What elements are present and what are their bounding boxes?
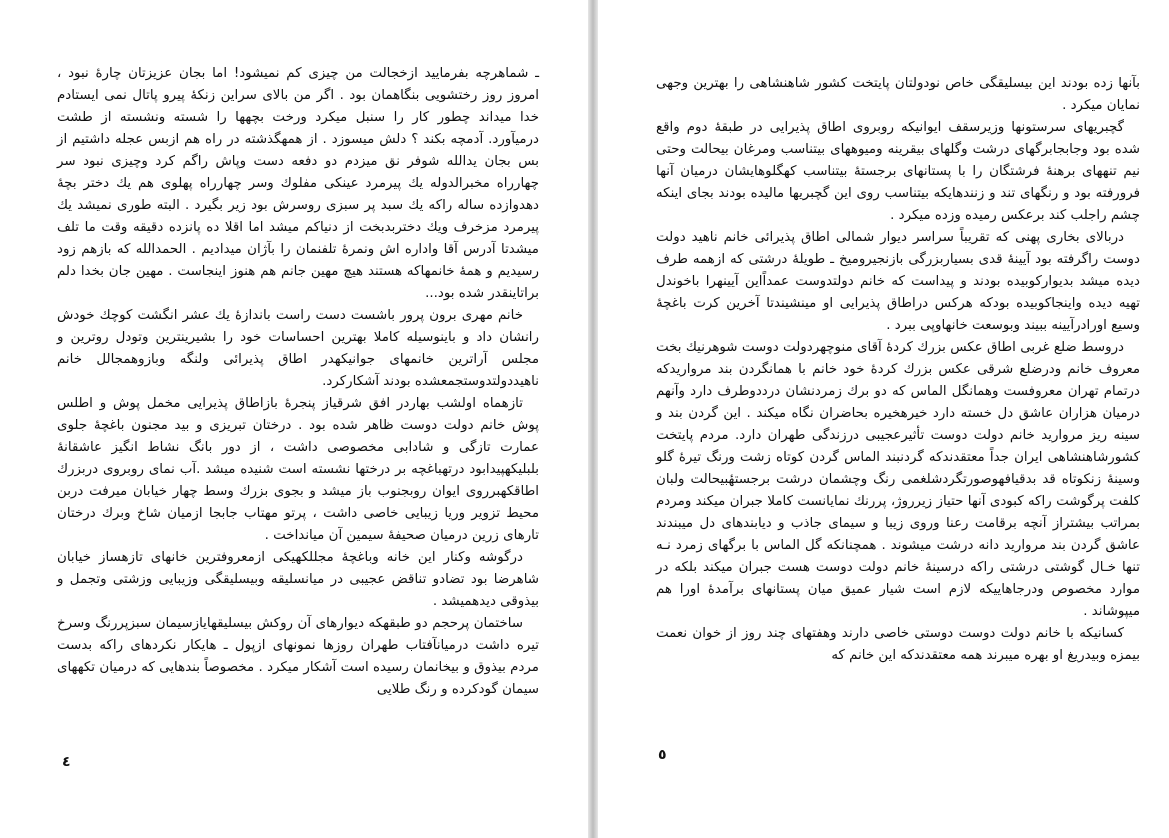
right-page <box>598 0 1169 838</box>
right-page-text <box>656 73 1140 667</box>
paragraph: دروسط ضلع غربی اطاق عکس بزرك کردهٔ آقای منوچهردولت دوست شوهرنیك بخت معروف خانم ودرضلع شرقی عکس بزرك کردهٔ خود خانم با همانگردن بند مرواریدکه درتمام تهران معروفست وهمانگل الماس که دو برك زمردنشان درددوطرف دارد وآنهم درمیان هزاران عاشق دل خسته دارد خیرهخیره بحاضران نگاه میکند . این گردن بند و سینه ریز مروارید خانم دولت دوست تأثیرعجیبی درزندگی طهران دارد. مردم پایتخت کشورشاهنشاهی ایران جداً معتقدندکه گردنبند الماس گردن کوتاه زشت ورنگ تیرهٔ گلو وسینهٔ زنکوتاه قد بدقیافهوصورتگردشلغمی رنگ وچشمان درشت برجستهٔبیحالت ولبان کلفت پرگوشت راکه کبودی آنها حتیاز زیرروژ، پررنك نمایانست کاملا جبران میکند ومردم بمراتب بیشتراز آنچه برقامت رعنا وروی زیبا و سیمای جاذب و دیابندهای دل میبندند عاشق گردن بند مروارید دانه درشت میشوند . همچنانکه گل الماس با برگهای زمرد نـه تنها خـال گوشتی درشتی راکه درسینهٔ خانم دولت دوست هست جبران میکند بلکه در موارد مخصوص ودرجاهاییکه لازم است شیار عمیق میان پستانهای برآمدهٔ اورا هم میپوشاند . <box>656 340 1140 619</box>
left-page-text <box>57 63 539 701</box>
paragraph: بآنها زده بودند این بیسلیقگی خاص نودولتان پایتخت کشور شاهنشاهی را بهترین وجهی نمایان میکرد . <box>656 76 1140 113</box>
paragraph: گچبریهای سرستونها وزیرسقف ایوانیکه روبروی اطاق پذیرایی در طبقهٔ دوم واقع شده بود وجابجابرگهای درشت وگلهای بیقرینه ومیوههای بیتناسب ومرغان بیحالت وحتی نیم تنههای برهنهٔ فرشتگان را با پستانهای برجستهٔ بیتناسب کهگلوهایشان درمیان آنها فرورفته بود و رنگهای تند و زنندهایکه بیتناسب روی این گچبریها مالیده بودند بجای اینکه چشم راجلب کند برعکس رمیده وزده میکرد . <box>656 120 1140 223</box>
book-gutter <box>588 0 598 838</box>
page-number: ٤ <box>62 754 71 770</box>
paragraph: ـ شماهرچه بفرمایید ازخجالت من چیزی کم نمیشود! اما بجان عزیزتان چارهٔ نبود ، امروز روز رختشویی بنگاهمان بود . اگر من بالای سراین زنکهٔ پیرو پاتال نمی ایستادم خدا میداند چطور کار را سنبل میکرد ورخت بچهها را شسته ونشسته از طشت درمیآورد. آدمچه بکند ؟ دلش میسوزد . از همهگذشته در راه هم ازبس عجله داشتیم از بس بجان یدالله شوفر نق میزدم دو دفعه دست وپاش راگم کرد وچیزی نبود سر چهارراه مخبرالدوله یك پیرمرد عینکی مفلوك وسر چهارراه پهلوی هم یك دختر بچهٔ دهدوازده ساله راکه یك سبد پر سبزی روسرش بود زیر بگیرد . البته طوری نمیشد یك پیرمرد مزخرف ویك دختربدبخت از دنیاکم میشد اما اقلا ده پانزده دقیقه وقت ما تلف میشدتا آدرس آقا واداره اش ونمرهٔ تلفنمان را بآژان میدادیم . الحمدالله که بازهم زود رسیدیم و همهٔ خانمهاکه هستند هیچ مهین جانم هم هنوز اینجاست . مهین جان بخدا دلم براتاینقدر شده بود... <box>57 66 539 301</box>
page-number: ٥ <box>658 747 667 763</box>
paragraph: خانم مهری برون پرور باشست دست راست باندازهٔ یك عشر انگشت كوچك خودش رانشان داد و باینوسیله کاملا بهترین احساسات خود را بشیرینترین وتودل روترین و مجلس آراترین خانمهای جوانیکهدر اطاق پذیرائی ولنگه وبازوهمجالل خانم ناهیددولتدوستجمعشده بودند آشکارکرد. <box>57 308 539 389</box>
paragraph: ساختمان پرحجم دو طبقهکه دیوارهای آن روکش بیسلیقهایازسیمان سبزپررنگ وسرخ تیره داشت درمیانآفتاب طهران روزها نمونهای ازپول ـ هایکار نکردهای راکه بدست مردم بیذوق و بیخانمان رسیده است آشکار میکرد . مخصوصاً بندهایی که درمیان تکههای سیمان گودکرده و رنگ طلایی <box>57 616 539 697</box>
paragraph: دربالای بخاری پهنی که تقریباً سراسر دیوار شمالی اطاق پذیرائی خانم ناهید دولت دوست راگرفته بود آیینهٔ قدی بسیاربزرگی بازنجیرومیخ ـ طویلهٔ درشتی که ازهمه طرف دیده میشد بدیوارکوبیده بودند و پیداست که خانم دولتدوست عمداًاین آیینهرا باخوندل تهیه دیده واینجاکوبیده بودکه هرکس دراطاق پذیرایی او مینشیندتا آخرین کرت باغچهٔ وسیع اورادرآیینه ببیند وبوسعت خانهاوپی ببرد . <box>656 230 1140 333</box>
paragraph: کسانیکه با خانم دولت دوست دوستی خاصی دارند وهفتهای چند روز از خوان نعمت بیمزه وبیدریغ او بهره میبرند همه معتقدندکه این خانم که <box>656 626 1140 663</box>
paragraph: درگوشه وکنار این خانه وباغچهٔ مجللکهیکی ازمعروفترین خانهای تازهساز خیابان شاهرضا بود تضادو تناقض عجیبی در میانسلیقه وبیسلیقگی وزیبایی وزشتی وتجمل و بیذوقی دیدهمیشد . <box>57 550 539 609</box>
paragraph: تازهماه اولشب بهاردر افق شرقیاز پنجرهٔ بازاطاق پذیرایی مخمل پوش و اطلس پوش خانم دولت دوست ظاهر شده بود . درختان تبریزی و بید مجنون باغچهٔ جلوی عمارت تازگی و شادابی مخصوصی داشت ، از دور بانگ نشاط انگیز عاشقانهٔ بلبلیکهپیدابود درتهباغچه بر درختها نشسته است شنیده میشد .آب نمای روبروی دربزرك اطاقكهبرروی ایوان روبجنوب باز میشد و بجوی بزرك وسط چهار خیابان میرفت دربن محیط تزویر وریا زیبایی خاصی داشت ، پرتو مهتاب جابجا ازمیان شاخ وبرك درختان تارهای زرین درمیان صحیفهٔ سیمین آن میانداخت . <box>57 396 539 543</box>
